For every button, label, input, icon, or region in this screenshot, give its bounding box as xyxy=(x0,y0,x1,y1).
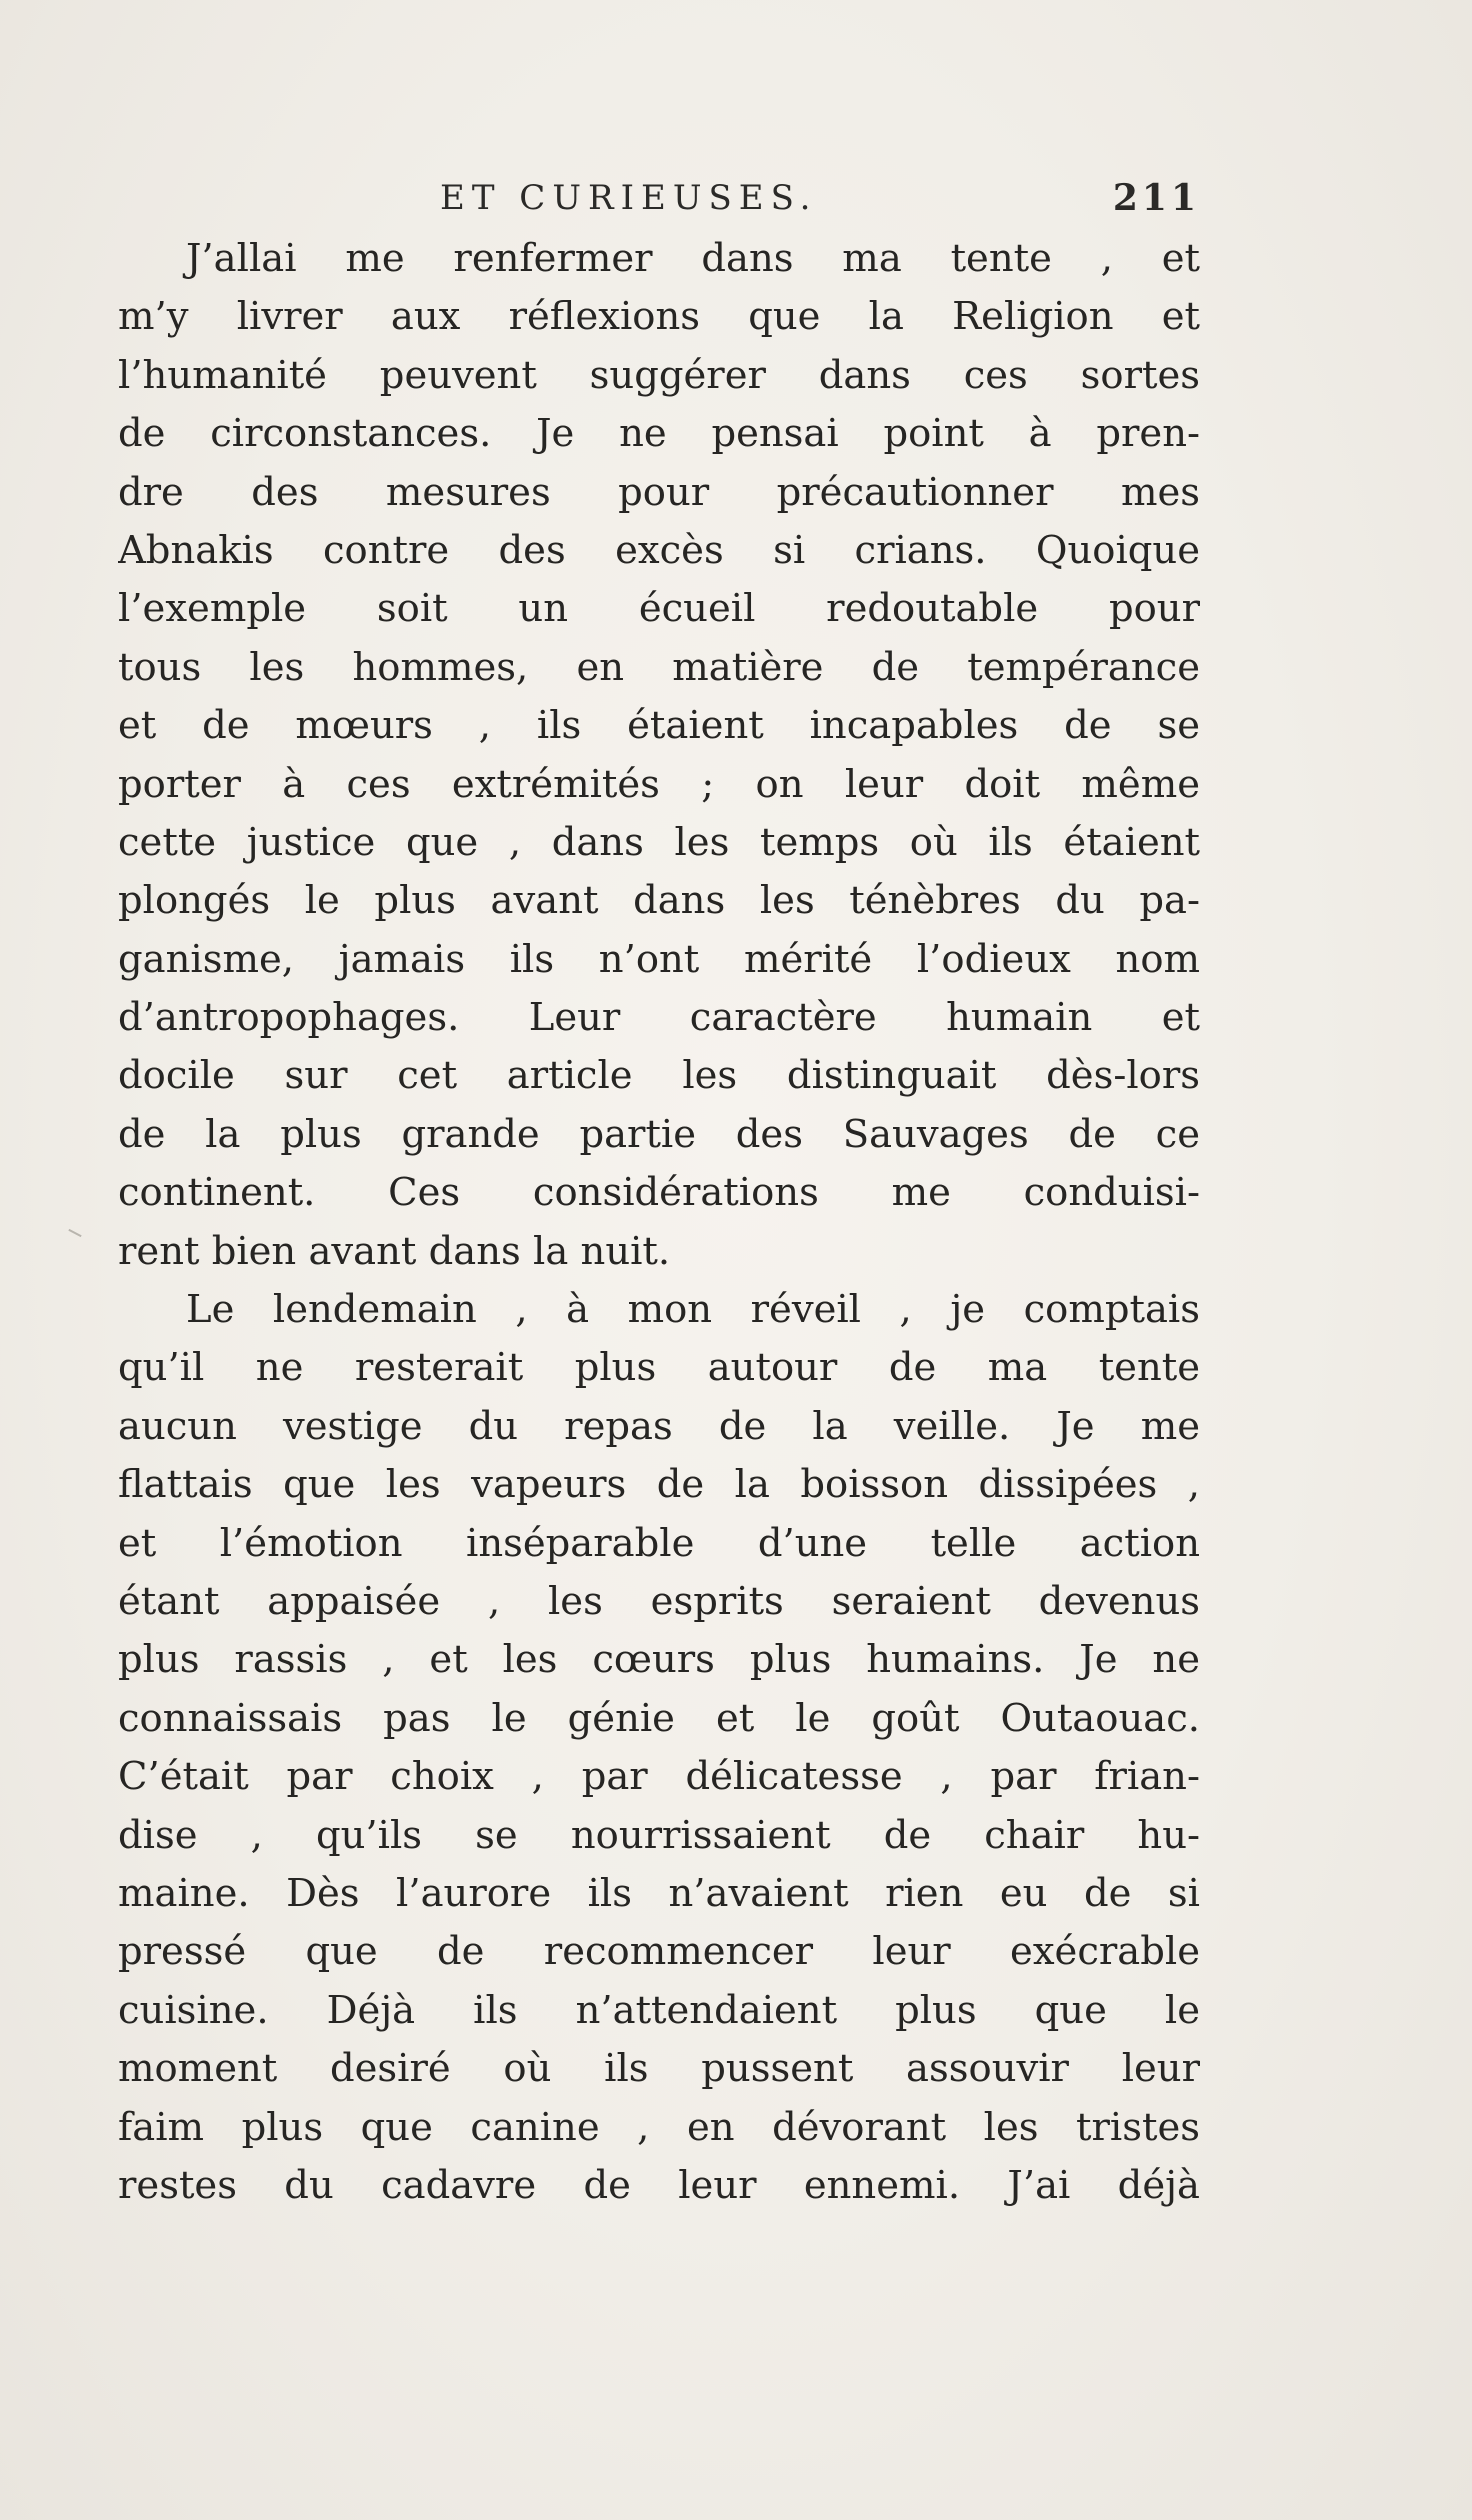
paragraph-1 xyxy=(118,230,1200,1281)
page-number: 211 xyxy=(1112,177,1200,219)
page-header xyxy=(440,172,1200,224)
text-line: aucun vestige du repas de la veille. Je me xyxy=(118,1403,1200,1449)
text-line: et l’émotion inséparable d’une telle action xyxy=(118,1520,1200,1566)
text-line: C’était par choix , par délicatesse , par frian- xyxy=(118,1754,1200,1800)
text-line: moment desiré où ils pussent assouvir leur xyxy=(118,2046,1200,2092)
body-text xyxy=(118,230,1200,2215)
margin-mark xyxy=(68,1229,81,1237)
text-line: rent bien avant dans la nuit. xyxy=(118,1228,671,1274)
text-line: pressé que de recommencer leur exécrable xyxy=(118,1929,1200,1975)
text-line: et de mœurs , ils étaient incapables de se xyxy=(118,703,1200,749)
text-line: d’antropophages. Leur caractère humain et xyxy=(118,995,1200,1041)
text-line: de la plus grande partie des Sauvages de ce xyxy=(118,1111,1200,1157)
text-line: plongés le plus avant dans les ténèbres du pa- xyxy=(118,878,1200,924)
text-line: m’y livrer aux réflexions que la Religion et xyxy=(118,294,1200,340)
paragraph-2 xyxy=(118,1281,1200,2215)
text-line: cette justice que , dans les temps où ils étaient xyxy=(118,819,1200,865)
text-line: faim plus que canine , en dévorant les tristes xyxy=(118,2104,1200,2150)
text-line: J’allai me renfermer dans ma tente , et xyxy=(186,236,1200,281)
text-line: de circonstances. Je ne pensai point à pren- xyxy=(118,411,1200,457)
text-line: docile sur cet article les distinguait dès-lors xyxy=(118,1053,1200,1099)
text-line: Le lendemain , à mon réveil , je comptais xyxy=(186,1287,1200,1333)
text-line: ganisme, jamais ils n’ont mérité l’odieux nom xyxy=(118,936,1200,982)
text-line: tous les hommes, en matière de tempérance xyxy=(118,644,1200,690)
text-line: dise , qu’ils se nourrissaient de chair hu- xyxy=(118,1812,1200,1858)
running-head: ET CURIEUSES. xyxy=(440,178,818,218)
text-line: restes du cadavre de leur ennemi. J’ai déjà xyxy=(118,2162,1200,2208)
text-line: porter à ces extrémités ; on leur doit même xyxy=(118,761,1200,807)
text-line: cuisine. Déjà ils n’attendaient plus que le xyxy=(118,1987,1200,2033)
text-line: étant appaisée , les esprits seraient devenus xyxy=(118,1578,1200,1624)
text-line: l’humanité peuvent suggérer dans ces sortes xyxy=(118,352,1200,398)
text-line: plus rassis , et les cœurs plus humains. Je ne xyxy=(118,1637,1200,1683)
text-line: l’exemple soit un écueil redoutable pour xyxy=(118,586,1200,632)
text-line: dre des mesures pour précautionner mes xyxy=(118,469,1200,515)
text-line: continent. Ces considérations me conduisi- xyxy=(118,1170,1200,1216)
text-line: connaissais pas le génie et le goût Outaouac. xyxy=(118,1695,1200,1741)
text-line: flattais que les vapeurs de la boisson dissipées , xyxy=(118,1462,1200,1508)
text-line: qu’il ne resterait plus autour de ma tente xyxy=(118,1345,1200,1391)
text-line: Abnakis contre des excès si crians. Quoique xyxy=(118,527,1200,573)
text-line: maine. Dès l’aurore ils n’avaient rien eu de si xyxy=(118,1870,1200,1916)
